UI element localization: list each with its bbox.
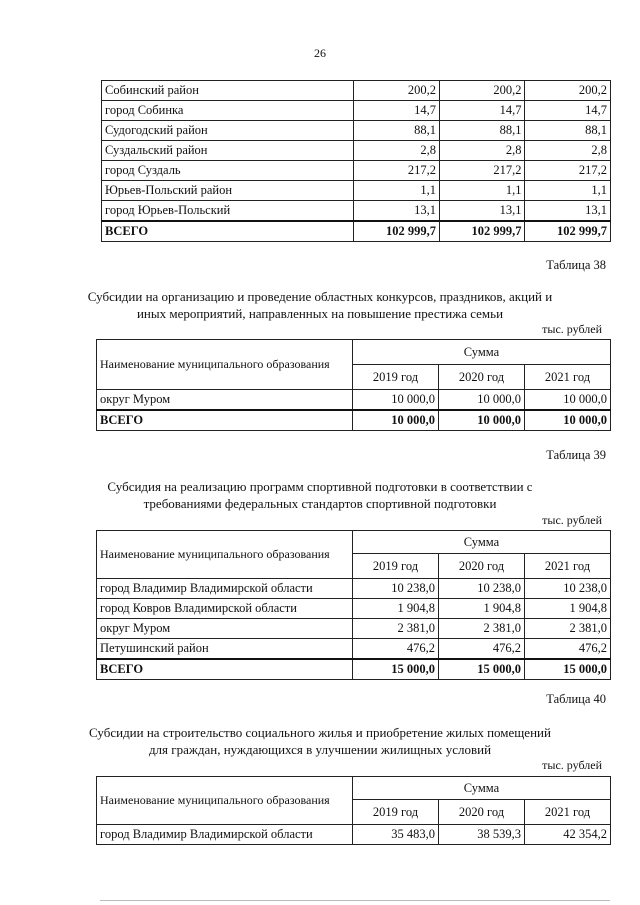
cell-name: Собинский район <box>102 81 354 101</box>
table40-label: Таблица 40 <box>546 692 606 706</box>
cell-v2021: 14,7 <box>525 101 611 121</box>
cell-v2019: 10 000,0 <box>352 390 438 411</box>
table-row <box>102 81 611 101</box>
page-number: 26 <box>314 46 326 60</box>
cell-name: город Юрьев-Польский <box>102 201 354 222</box>
table-row <box>102 161 611 181</box>
cell-v2020: 476,2 <box>438 639 524 660</box>
cell-v2020: 15 000,0 <box>438 659 524 680</box>
table40-unit: тыс. рублей <box>542 758 602 772</box>
cell-v2019: 1,1 <box>354 181 440 201</box>
cell-v2019: 217,2 <box>354 161 440 181</box>
cell-v2021: 217,2 <box>525 161 611 181</box>
top-table <box>101 80 611 242</box>
cell-v2019: 10 000,0 <box>352 410 438 431</box>
total-row <box>97 659 611 680</box>
cell-v2021: 200,2 <box>525 81 611 101</box>
header-2021: 2021 год <box>524 554 610 579</box>
table39-unit: тыс. рублей <box>542 513 602 527</box>
cell-name: город Собинка <box>102 101 354 121</box>
total-row <box>97 410 611 431</box>
cell-v2021: 13,1 <box>525 201 611 222</box>
table-row <box>97 619 611 639</box>
header-sum: Сумма <box>352 777 610 800</box>
cell-v2019: 13,1 <box>354 201 440 222</box>
cell-v2021: 2,8 <box>525 141 611 161</box>
cell-v2020: 88,1 <box>439 121 525 141</box>
cell-name: ВСЕГО <box>97 410 353 431</box>
cell-v2019: 2 381,0 <box>352 619 438 639</box>
cell-name: город Суздаль <box>102 161 354 181</box>
table38-label: Таблица 38 <box>546 258 606 272</box>
total-row <box>102 221 611 242</box>
table-row <box>102 181 611 201</box>
cell-v2021: 1,1 <box>525 181 611 201</box>
cell-v2020: 38 539,3 <box>438 825 524 845</box>
header-2019: 2019 год <box>352 365 438 390</box>
table-row <box>97 390 611 411</box>
cell-name: город Владимир Владимирской области <box>97 579 353 599</box>
cell-v2020: 217,2 <box>439 161 525 181</box>
table-row <box>97 639 611 660</box>
cell-v2020: 14,7 <box>439 101 525 121</box>
cell-v2021: 10 000,0 <box>524 390 610 411</box>
header-2020: 2020 год <box>438 800 524 825</box>
header-sum: Сумма <box>352 531 610 554</box>
table39-label: Таблица 39 <box>546 448 606 462</box>
cell-v2021: 476,2 <box>524 639 610 660</box>
cell-v2021: 88,1 <box>525 121 611 141</box>
cell-v2021: 42 354,2 <box>524 825 610 845</box>
cell-v2020: 200,2 <box>439 81 525 101</box>
table39-title: Субсидия на реализацию программ спортивной подготовки в соответствии с требованиями федеральных стандартов спортивной подготовки <box>107 479 533 511</box>
cell-v2020: 2 381,0 <box>438 619 524 639</box>
table40 <box>96 776 611 845</box>
table40-title: Субсидии на строительство социального жилья и приобретение жилых помещений для граждан, нуждающихся в улучшении жилищных условий <box>89 725 551 757</box>
cell-name: Петушинский район <box>97 639 353 660</box>
header-name-col: Наименование муниципального образования <box>97 777 353 825</box>
cell-v2020: 10 000,0 <box>438 410 524 431</box>
table38-title: Субсидии на организацию и проведение областных конкурсов, праздников, акций и иных мероприятий, направленных на повышение престижа семьи <box>87 289 553 321</box>
bottom-scan-line <box>100 900 610 901</box>
cell-v2020: 102 999,7 <box>439 221 525 242</box>
table-row <box>102 121 611 141</box>
table38 <box>96 339 611 431</box>
cell-name: Юрьев-Польский район <box>102 181 354 201</box>
cell-v2021: 1 904,8 <box>524 599 610 619</box>
cell-v2019: 476,2 <box>352 639 438 660</box>
table38-unit: тыс. рублей <box>542 322 602 336</box>
cell-v2019: 102 999,7 <box>354 221 440 242</box>
cell-v2019: 15 000,0 <box>352 659 438 680</box>
header-name-col: Наименование муниципального образования <box>97 531 353 579</box>
table-row <box>102 141 611 161</box>
cell-v2019: 1 904,8 <box>352 599 438 619</box>
cell-v2020: 13,1 <box>439 201 525 222</box>
cell-name: ВСЕГО <box>102 221 354 242</box>
table-row <box>97 599 611 619</box>
cell-name: Суздальский район <box>102 141 354 161</box>
cell-v2020: 1,1 <box>439 181 525 201</box>
cell-v2020: 10 000,0 <box>438 390 524 411</box>
cell-v2019: 2,8 <box>354 141 440 161</box>
cell-v2019: 10 238,0 <box>352 579 438 599</box>
header-2019: 2019 год <box>352 554 438 579</box>
header-2021: 2021 год <box>524 365 610 390</box>
cell-name: округ Муром <box>97 619 353 639</box>
table-row <box>97 579 611 599</box>
cell-v2021: 2 381,0 <box>524 619 610 639</box>
table39 <box>96 530 611 680</box>
header-sum: Сумма <box>352 340 610 365</box>
cell-name: город Ковров Владимирской области <box>97 599 353 619</box>
cell-v2021: 10 000,0 <box>524 410 610 431</box>
cell-v2020: 1 904,8 <box>438 599 524 619</box>
table-row <box>97 825 611 845</box>
cell-v2019: 88,1 <box>354 121 440 141</box>
header-2021: 2021 год <box>524 800 610 825</box>
header-2020: 2020 год <box>438 554 524 579</box>
cell-name: Судогодский район <box>102 121 354 141</box>
cell-v2020: 2,8 <box>439 141 525 161</box>
cell-v2021: 10 238,0 <box>524 579 610 599</box>
header-2019: 2019 год <box>352 800 438 825</box>
cell-name: округ Муром <box>97 390 353 411</box>
header-name-col: Наименование муниципального образования <box>97 340 353 390</box>
table-row <box>102 101 611 121</box>
cell-v2019: 35 483,0 <box>352 825 438 845</box>
header-2020: 2020 год <box>438 365 524 390</box>
cell-name: ВСЕГО <box>97 659 353 680</box>
cell-v2021: 15 000,0 <box>524 659 610 680</box>
cell-name: город Владимир Владимирской области <box>97 825 353 845</box>
cell-v2021: 102 999,7 <box>525 221 611 242</box>
cell-v2020: 10 238,0 <box>438 579 524 599</box>
table-row <box>102 201 611 222</box>
cell-v2019: 14,7 <box>354 101 440 121</box>
cell-v2019: 200,2 <box>354 81 440 101</box>
